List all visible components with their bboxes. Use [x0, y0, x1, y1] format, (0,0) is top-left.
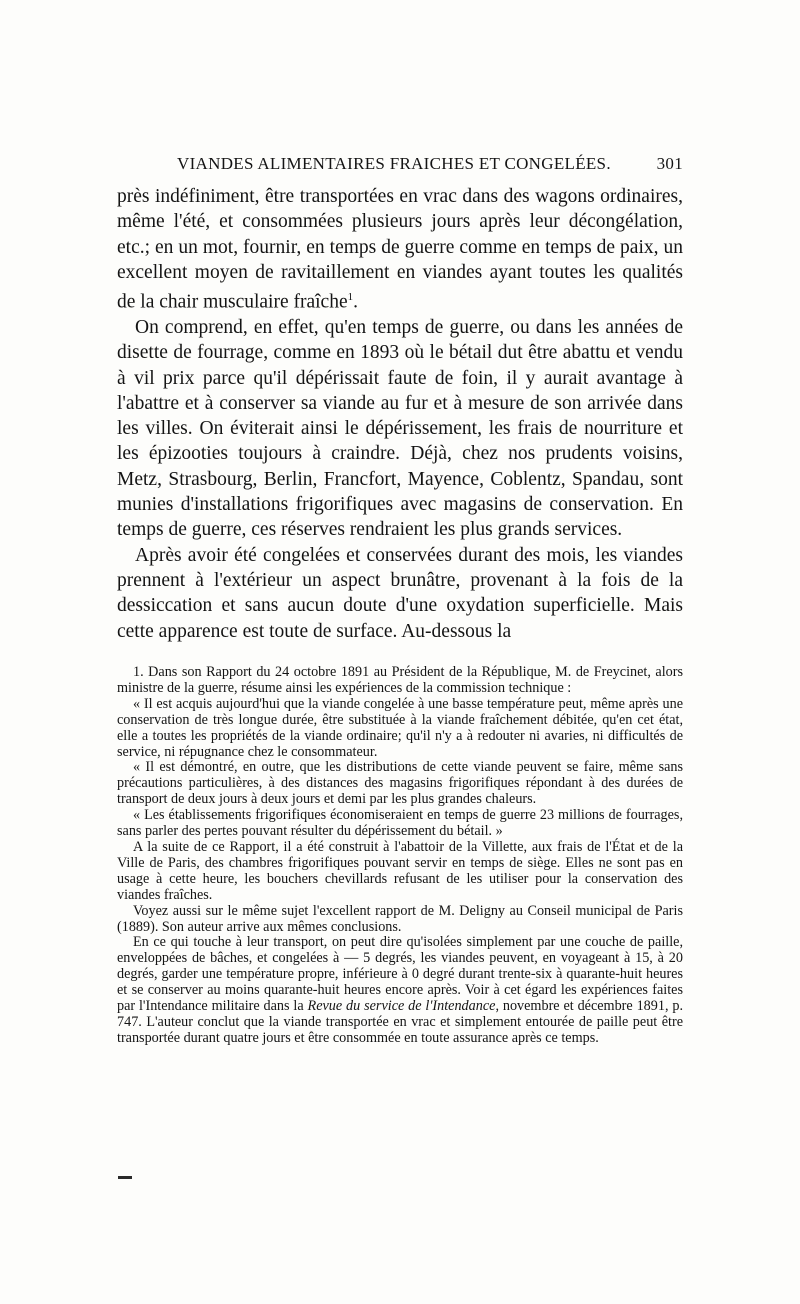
footnote-quote: « Il est acquis aujourd'hui que la viande congelée à une basse température peut, même après une conservation de très longue durée, être substituée à la viande fraîchement débitée, qu'en cet état, elle a toutes les propriétés de la viande ordinaire; qu'il n'y a à redouter ni avaries, ni difficultés de service, ni répugnance chez le consommateur.	[117, 695, 683, 760]
paragraph-text: près indéfiniment, être transportées en vrac dans des wagons ordinaires, même l'été, et consommées plusieurs jours après leur décongélation, etc.; en un mot, fournir, en temps de guerre comme en temps de paix, un excellent moyen de ravitaillement en viandes ayant toutes les qualités de la chair musculaire fraîche	[117, 186, 683, 313]
footnote-text: , novembre et décembre 1891, p. 747. L'auteur conclut que la viande transportée en vrac et simplement entourée de paille peut être transportée durant quatre jours et être consommée en toute assurance après ce temps.	[117, 998, 684, 1046]
print-mark	[118, 1176, 132, 1179]
running-title: VIANDES ALIMENTAIRES FRAICHES ET CONGELÉES.	[177, 154, 611, 173]
footnote-quote: « Les établissements frigorifiques économiseraient en temps de guerre 23 millions de fourrages, sans parler des pertes pouvant résulter du dépérissement du bétail. »	[117, 807, 683, 840]
journal-title: Revue du service de l'Intendance	[307, 998, 496, 1015]
footnote-paragraph	[117, 935, 683, 1046]
footnote-paragraph: A la suite de ce Rapport, il a été construit à l'abattoir de la Villette, aux frais de l'État et de la Ville de Paris, des chambres frigorifiques pouvant servir en temps de siège. Elles ne sont pas en usage à cette heure, les bouchers chevillards refusant de les utiliser pour la conservation des viandes fraîches.	[117, 838, 683, 903]
footnote-paragraph: Voyez aussi sur le même sujet l'excellent rapport de M. Deligny au Conseil municipal de Paris (1889). Son auteur arrive aux mêmes conclusions.	[117, 902, 683, 935]
footnote-quote: « Il est démontré, en outre, que les distributions de cette viande peuvent se faire, même sans précautions particulières, à des distances des magasins frigorifiques répondant à des durées de transport de deux jours à deux jours et demi par les plus grandes chaleurs.	[117, 759, 683, 808]
page-number: 301	[656, 154, 683, 173]
paragraph: Après avoir été congelées et conservées durant des mois, les viandes prennent à l'extérieur un aspect brunâtre, provenant à la fois de la dessiccation et sans aucun doute d'une oxydation superficielle. Mais cette apparence est toute de surface. Au-dessous la	[117, 544, 683, 642]
paragraph: On comprend, en effet, qu'en temps de guerre, ou dans les années de disette de fourrage, comme en 1893 où le bétail dut être abattu et vendu à vil prix parce qu'il dépérissait faute de foin, il y aurait avantage à l'abattre et à conserver sa viande au fur et à mesure de son arrivée dans les villes. On éviterait ainsi le dépérissement, les frais de nourriture et les épizooties toujours à craindre. Déjà, chez nos prudents voisins, Metz, Strasbourg, Berlin, Francfort, Mayence, Coblentz, Spandau, sont munies d'installations frigorifiques avec magasins de conservation. En temps de guerre, ces réserves rendraient les plus grands services.	[117, 316, 683, 541]
footnote-text: En ce qui touche à leur transport, on peut dire qu'isolées simplement par une couche de paille, enveloppées de bâches, et congelées à — 5 degrés, les viandes peuvent, en voyageant à 15, à 20 degrés, garder une température propre, inférieure à 0 degré durant trente-six à quarante-huit heures et se conserver au moins quarante-huit heures encore après. Voir à cet égard les expériences faites par l'Intendance militaire dans la	[117, 934, 683, 1015]
running-header	[117, 154, 683, 178]
footnote-reference: 1	[347, 291, 354, 304]
paragraph-end: .	[353, 291, 358, 313]
footnote: 1. Dans son Rapport du 24 octobre 1891 au Président de la République, M. de Freycinet, alors ministre de la guerre, résume ainsi les expériences de la commission technique :	[117, 664, 683, 696]
footnotes	[117, 665, 683, 1047]
paragraph	[117, 184, 683, 315]
main-text	[117, 184, 683, 644]
